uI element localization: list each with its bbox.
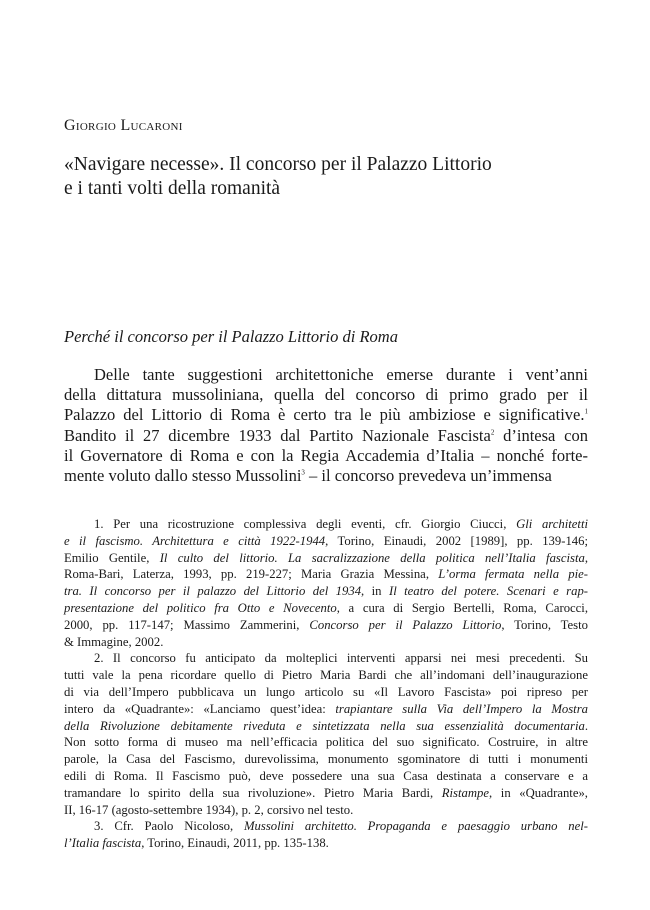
fn-italic: Mussolini architetto. Propaganda e paesaggio urbano nel- (243, 819, 588, 834)
footnote-1-line (64, 566, 588, 583)
footnote-ref-2: 2 (490, 428, 495, 437)
footnote-2-line (64, 718, 588, 735)
fn-text: , Torino, Testo (501, 617, 588, 632)
body-line-text: – il concorso prevedeva un’immensa (304, 466, 552, 486)
footnote-ref-1: 1 (584, 407, 588, 416)
fn-italic: tra. Il concorso per il palazzo del Littorio del 1934 (64, 584, 362, 599)
body-paragraph (64, 365, 588, 486)
fn-italic: della Rivoluzione debitamente riveduta e sintetizzata nella sua essenzialità documentaria (64, 718, 585, 733)
body-line-text: d’intesa con (494, 425, 588, 445)
fn-text: . (584, 718, 588, 733)
footnote-2-line: parole, la Casa del Fascismo, durevolissima, monumento sgominatore di tutti i monumenti (64, 752, 588, 767)
fn-italic: Concorso per il Palazzo Littorio (309, 617, 502, 632)
footnote-3-line (64, 835, 588, 852)
footnote-1-line: & Immagine, 2002. (64, 634, 164, 649)
fn-text: , Torino, Einaudi, 2011, pp. 135-138. (141, 836, 329, 851)
fn-italic: L’orma fermata nella pie- (438, 567, 588, 582)
body-line-text: Bandito il 27 dicembre 1933 dal Partito Nazionale Fascista (64, 425, 491, 445)
fn-text: , in (361, 584, 389, 599)
fn-text: , in «Quadrante», (489, 785, 588, 800)
fn-italic: Ristampe (441, 785, 489, 800)
footnote-2-line: 2. Il concorso fu anticipato da molteplici interventi apparsi nei mesi precedenti. Su (94, 651, 588, 666)
chapter-title-line-2: e i tanti volti della romanità (64, 178, 281, 199)
body-line: Delle tante suggestioni architettoniche emerse durante i vent’anni (94, 365, 588, 384)
footnote-1-line (64, 550, 588, 567)
body-line (64, 405, 588, 425)
footnote-1-line (64, 583, 588, 600)
footnote-1-line (64, 533, 588, 550)
fn-italic: Il culto del littorio. La sacralizzazione della politica nell’Italia fascista (159, 550, 585, 565)
body-line: della dittatura mussoliniana, quella del concorso di primo grado per il (64, 385, 588, 405)
fn-italic: Il teatro del potere. Scenari e rap- (388, 584, 589, 599)
fn-text: 2000, pp. 117-147; Massimo Zammerini, (64, 617, 310, 632)
fn-text: tramandare lo spirito della sua rivoluzione». Pietro Maria Bardi, (64, 785, 442, 800)
footnote-1-line (64, 600, 588, 617)
body-line (64, 426, 588, 446)
fn-italic: Gli architetti (516, 517, 588, 531)
footnote-2-line: di via dell’Impero pubblicava un lungo articolo su «Il Lavoro Fascista» poi ripreso per (64, 684, 588, 699)
footnote-2-line: Non sotto forma di museo ma nell’efficacia politica del suo significato. Costruire, in altre (64, 735, 588, 750)
footnote-2-line: tutti vale la pena ricordare quello di Pietro Maria Bardi che all’indomani dell’inaugurazione (64, 668, 588, 683)
body-line: il Governatore di Roma e con la Regia Accademia d’Italia – nonché forte- (64, 445, 588, 465)
footnotes (64, 516, 588, 852)
fn-text: 1. Per una ricostruzione complessiva degli eventi, cfr. Giorgio Ciucci, (94, 517, 517, 531)
fn-text: Emilio Gentile, (64, 550, 160, 565)
footnote-2-line: edili di Roma. Il Fascismo può, deve possedere una sua Casa destinata a conservare e a (64, 768, 588, 783)
footnote-2-line: II, 16-17 (agosto-settembre 1934), p. 2, corsivo nel testo. (64, 802, 354, 817)
fn-text: intero da «Quadrante»: «Lanciamo quest’idea: (64, 701, 336, 716)
fn-italic: presentazione del politico fra Otto e Novecento (64, 600, 337, 615)
footnote-1-line (64, 617, 588, 634)
fn-text: 3. Cfr. Paolo Nicoloso, (94, 819, 244, 834)
fn-text: , Torino, Einaudi, 2002 [1989], pp. 139-146; (325, 533, 589, 548)
fn-italic: l’Italia fascista (64, 836, 142, 851)
footnote-ref-3: 3 (301, 468, 305, 477)
section-heading: Perché il concorso per il Palazzo Littorio di Roma (64, 327, 398, 346)
footnote-2-line (64, 785, 588, 802)
chapter-title-line-1: «Navigare necesse». Il concorso per il Palazzo Littorio (64, 154, 492, 175)
fn-text: , (584, 550, 588, 565)
body-line (64, 466, 588, 486)
fn-italic: trapiantare sulla Via dell’Impero la Mostra (335, 701, 588, 716)
fn-italic: e il fascismo. Architettura e città 1922-1944 (64, 533, 326, 548)
body-line-text: Palazzo del Littorio di Roma è certo tra le più ambiziose e significative. (64, 405, 585, 425)
fn-text: Roma-Bari, Laterza, 1993, pp. 219-227; Maria Grazia Messina, (64, 567, 439, 582)
footnote-2-line (64, 701, 588, 718)
body-line-text: mente voluto dallo stesso Mussolini (64, 466, 302, 486)
fn-text: , a cura di Sergio Bertelli, Roma, Carocci, (336, 600, 588, 615)
author-name: Giorgio Lucaroni (64, 117, 183, 134)
footnote-1-line (64, 516, 588, 533)
chapter-title (64, 153, 584, 201)
footnote-3-line (64, 818, 588, 835)
